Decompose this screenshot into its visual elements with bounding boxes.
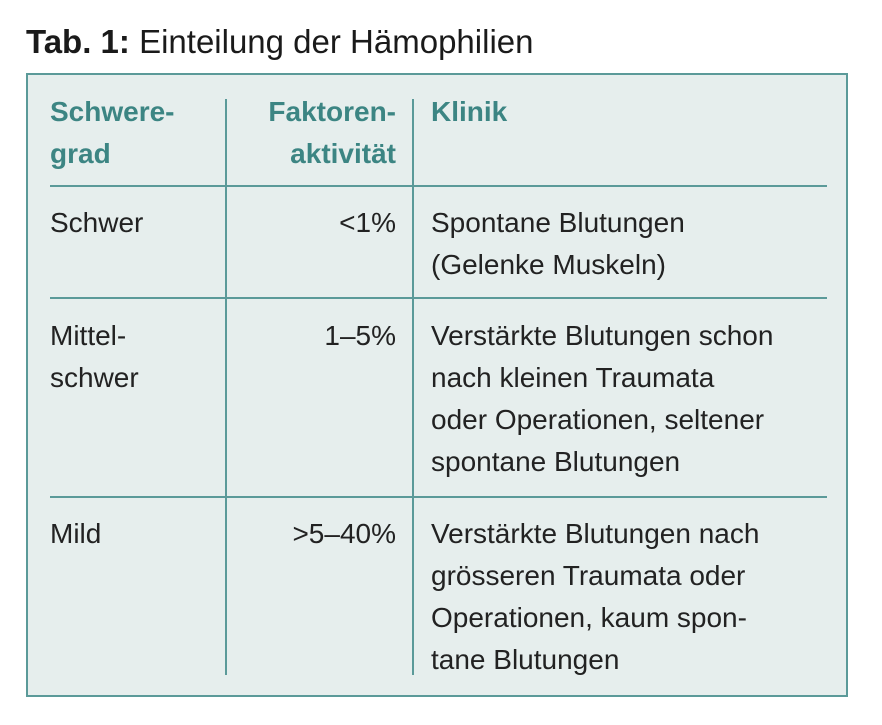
table-cell-clinic: Verstärkte Blutungen nach grösseren Traumata oder Operationen, kaum spon- tane Blutungen (431, 518, 760, 675)
table-cell-activity: <1% (339, 207, 396, 238)
row-divider-1 (50, 297, 827, 299)
row-divider-header (50, 185, 827, 187)
hemophilia-table (26, 73, 848, 697)
row-divider-2 (50, 496, 827, 498)
header-factor-activity: Faktoren- aktivität (268, 96, 396, 169)
table-cell-clinic: Verstärkte Blutungen schon nach kleinen Traumata oder Operationen, seltener spontane Blutungen (431, 320, 774, 477)
caption-label: Tab. 1: (26, 23, 130, 60)
table-cell-activity: 1–5% (324, 320, 396, 351)
caption-title: Einteilung der Hämophilien (139, 23, 534, 60)
header-clinic: Klinik (431, 96, 508, 127)
table-cell-grade: Mild (50, 518, 102, 549)
table-cell-clinic: Spontane Blutungen (Gelenke Muskeln) (431, 207, 685, 280)
table-cell-activity: >5–40% (292, 518, 396, 549)
table-cell-grade: Schwer (50, 207, 144, 238)
table-cell-grade: Mittel- schwer (50, 320, 139, 393)
header-severity: Schwere- grad (50, 96, 175, 169)
table-caption (26, 22, 533, 62)
